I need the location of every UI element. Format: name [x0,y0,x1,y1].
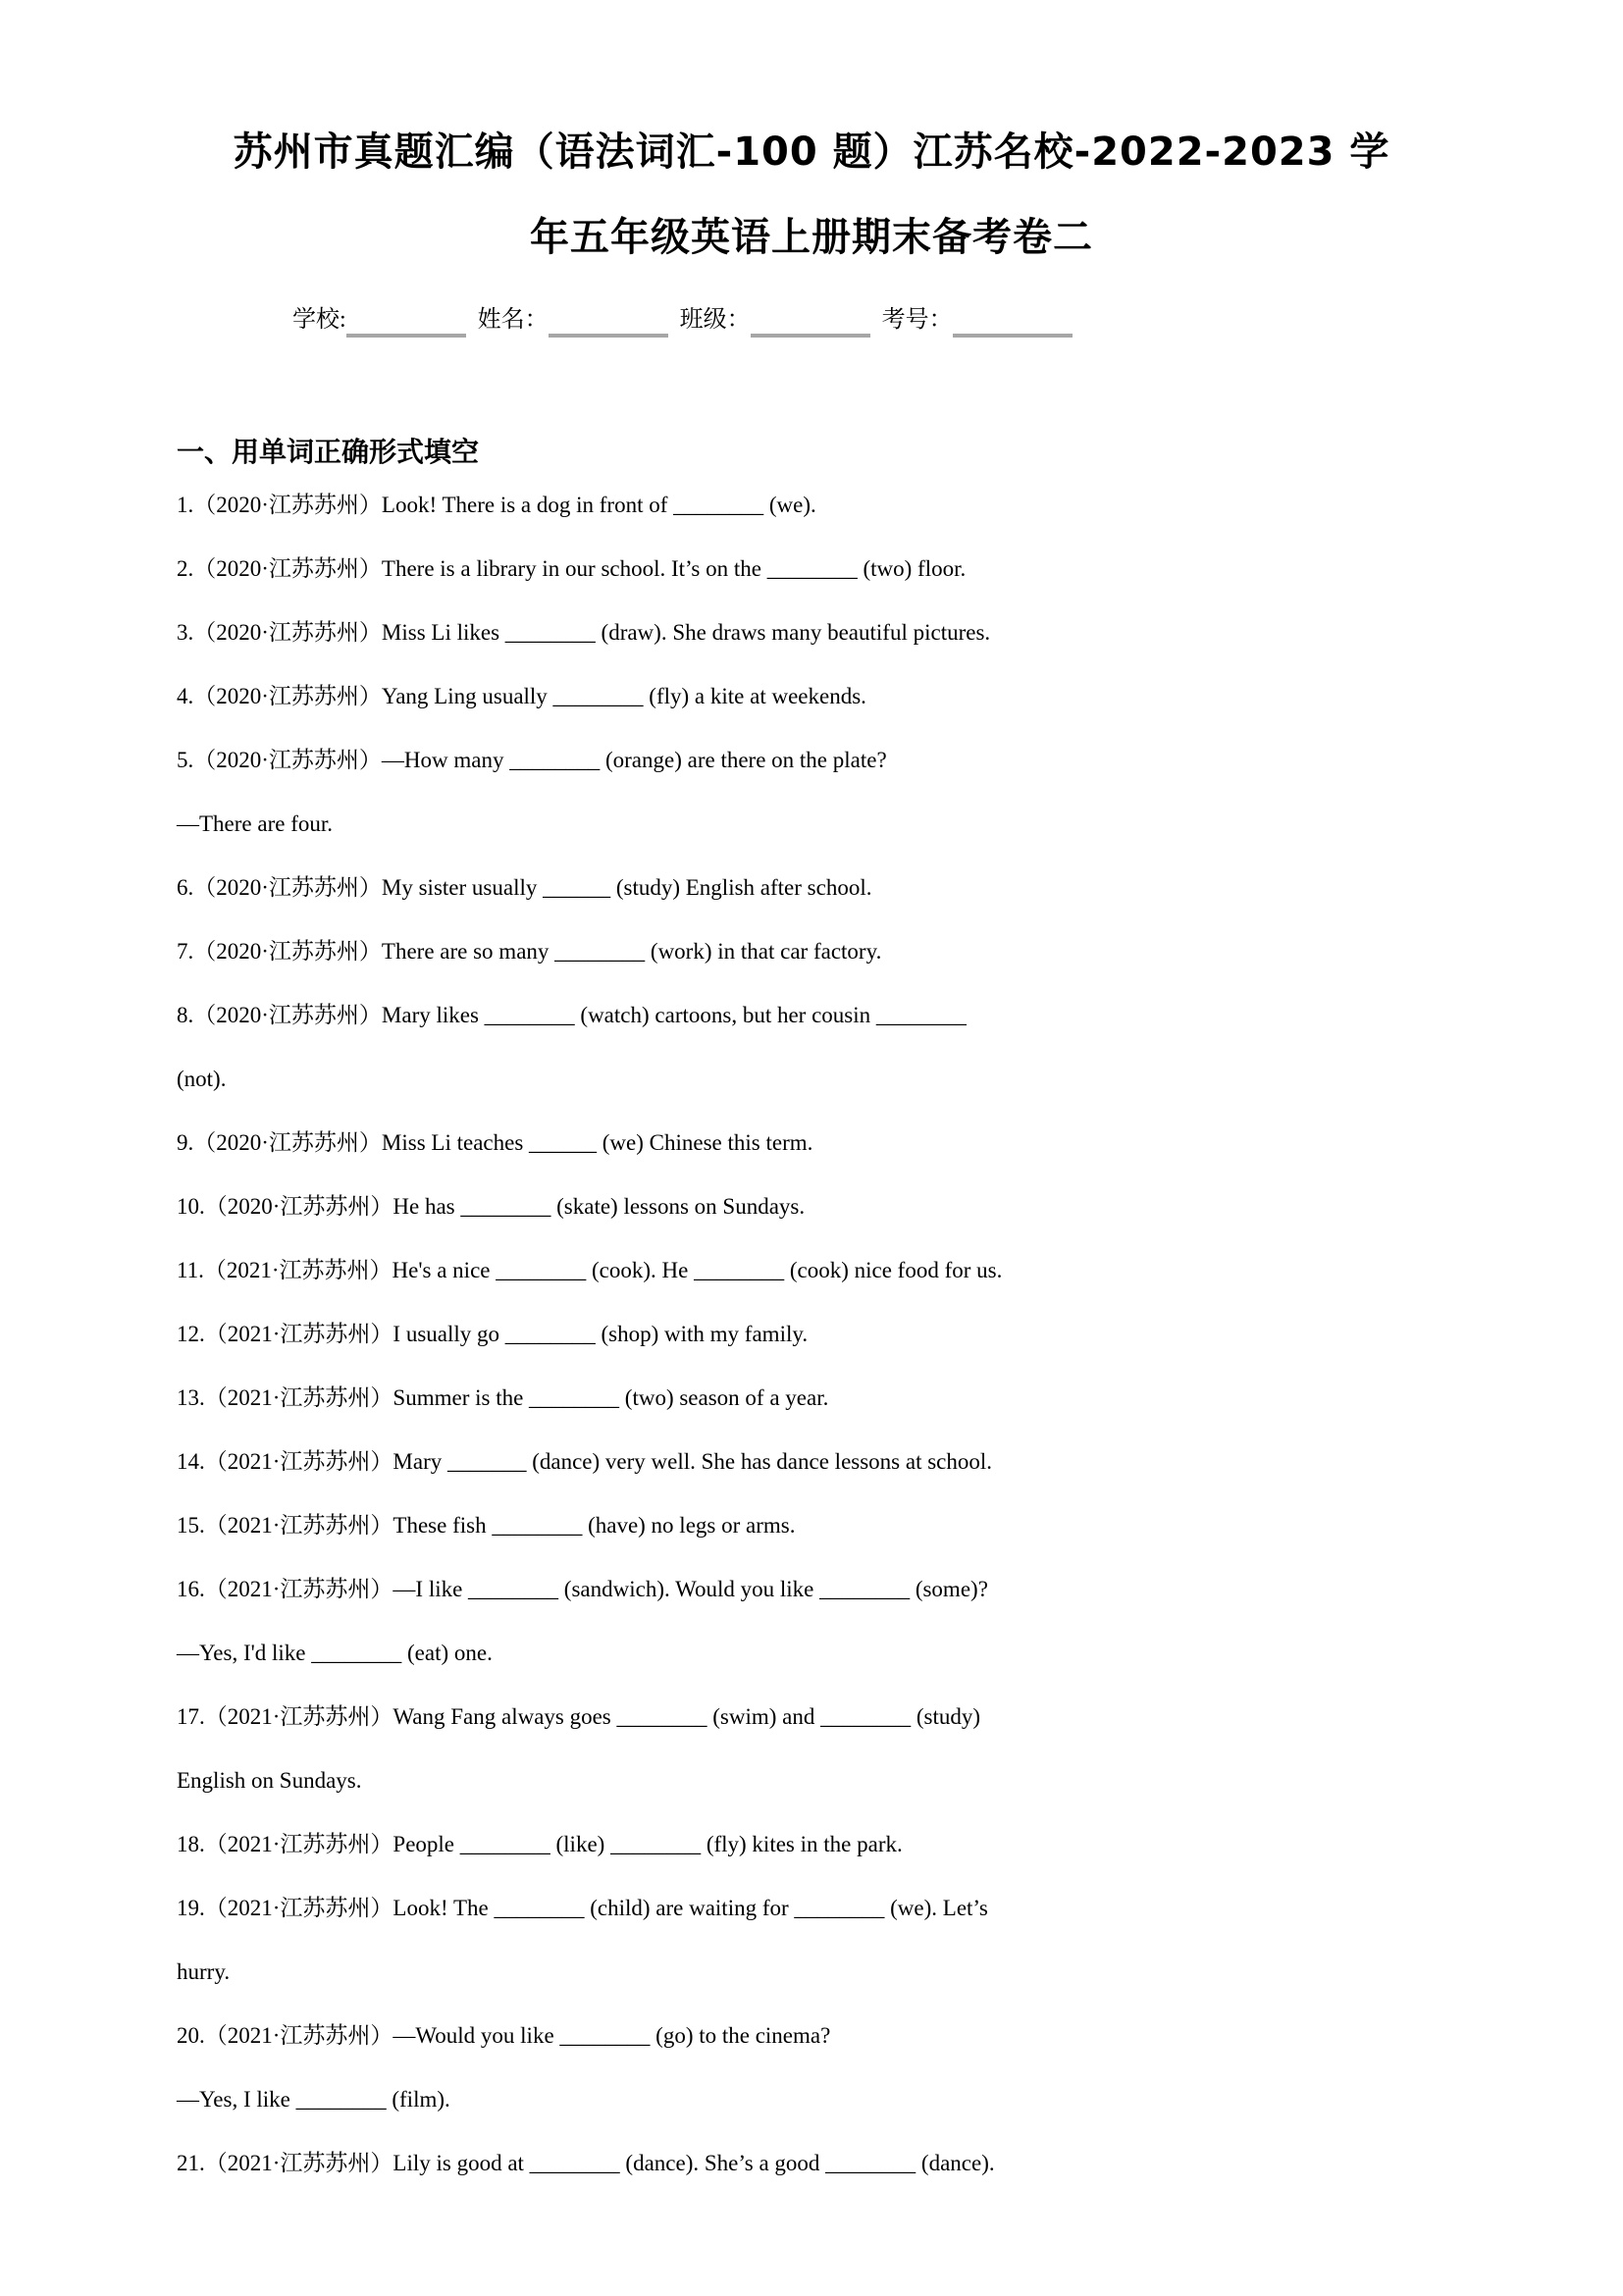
name-label: 姓名： [477,307,549,333]
page-content [0,110,1623,2195]
title-line-1: 苏州市真题汇编（语法词汇-100 题）江苏名校-2022-2023 学 [233,130,1390,175]
exam-number-label: 考号： [881,307,953,333]
question-line: 6.（2020·江苏苏州）My sister usually ______ (study) English after school. [177,875,872,900]
class-blank-line [751,308,870,338]
question-line: 10.（2020·江苏苏州）He has ________ (skate) lessons on Sundays. [177,1194,806,1219]
question-line: 13.（2021·江苏苏州）Summer is the ________ (two) season of a year. [177,1385,829,1410]
question-line: 20.（2021·江苏苏州）—Would you like ________ (go) to the cinema? [177,2023,831,2048]
question-line: 19.（2021·江苏苏州）Look! The ________ (child) are waiting for ________ (we). Let’s [177,1896,988,1920]
question-line: 2.（2020·江苏苏州）There is a library in our school. It’s on the ________ (two) floor. [177,556,967,581]
question-line: 1.（2020·江苏苏州）Look! There is a dog in front of ________ (we). [177,493,816,517]
name-blank-line [549,308,668,338]
question-line: 12.（2021·江苏苏州）I usually go ________ (shop) with my family. [177,1322,809,1346]
exam-number-blank-line [953,308,1073,338]
question-continuation-line: hurry. [177,1959,231,1984]
class-field [680,302,870,338]
exam-number-field [882,302,1073,338]
question-line: 17.（2021·江苏苏州）Wang Fang always goes ________ (swim) and ________ (study) [177,1704,981,1729]
school-label: 学校: [292,307,346,333]
school-blank-line [346,308,466,338]
question-continuation-line: —There are four. [177,811,334,836]
question-line: 7.（2020·江苏苏州）There are so many ________ (work) in that car factory. [177,939,882,964]
page-title [177,110,1446,281]
question-line: 3.（2020·江苏苏州）Miss Li likes ________ (draw). She draws many beautiful pictures. [177,620,991,645]
class-label: 班级： [679,307,751,333]
question-line: 5.（2020·江苏苏州）—How many ________ (orange) are there on the plate? [177,748,887,772]
question-line: 4.（2020·江苏苏州）Yang Ling usually ________ (fly) a kite at weekends. [177,684,866,708]
question-line: 21.（2021·江苏苏州）Lily is good at ________ (dance). She’s a good ________ (dance). [177,2151,995,2175]
name-field [478,302,668,338]
section-heading: 一、用单词正确形式填空 [177,436,480,468]
question-line: 18.（2021·江苏苏州）People ________ (like) ________ (fly) kites in the park. [177,1832,903,1856]
question-line: 15.（2021·江苏苏州）These fish ________ (have) no legs or arms. [177,1513,796,1538]
question-line: 11.（2021·江苏苏州）He's a nice ________ (cook). He ________ (cook) nice food for us. [177,1258,1003,1282]
question-continuation-line: —Yes, I like ________ (film). [177,2087,450,2112]
question-line: 8.（2020·江苏苏州）Mary likes ________ (watch) cartoons, but her cousin ________ [177,1003,967,1027]
question-line: 14.（2021·江苏苏州）Mary _______ (dance) very well. She has dance lessons at school. [177,1449,993,1474]
question-continuation-line: English on Sundays. [177,1768,362,1793]
school-field [292,302,466,338]
title-line-2: 年五年级英语上册期末备考卷二 [530,215,1093,260]
question-line: 9.（2020·江苏苏州）Miss Li teaches ______ (we) Chinese this term. [177,1130,813,1155]
question-line: 16.（2021·江苏苏州）—I like ________ (sandwich). Would you like ________ (some)? [177,1577,988,1601]
student-info-row [292,302,1446,338]
question-list [177,473,1446,2195]
question-continuation-line: (not). [177,1067,227,1091]
question-continuation-line: —Yes, I'd like ________ (eat) one. [177,1641,493,1665]
